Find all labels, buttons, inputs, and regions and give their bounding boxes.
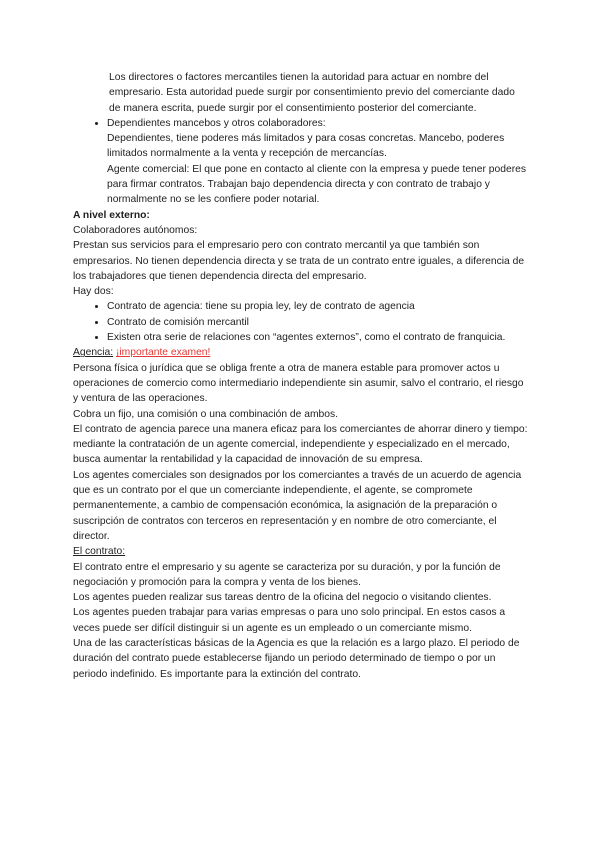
directores-paragraph: Los directores o factores mercantiles tienen la autoridad para actuar en nombre del empresario. Esta autoridad puede surgir por consentimiento previo del comerciante dado de manera escrita, puede surgir por el consentimiento posterior del comerciante. [109,72,515,114]
contrato-paragraph-3: Los agentes pueden trabajar para varias empresas o para uno solo principal. En estos casos a veces puede ser difícil distinguir si un agente es un empleado o un comerciante mismo. [73,607,506,634]
agencia-efficiency: El contrato de agencia parece una manera eficaz para los comerciantes de ahorrar dinero y tiempo: mediante la contratación de un agente comercial, independiente y especializado en el mercado, busca aumentar la rentabilidad y la capacidad de innovación de su empresa. [73,423,528,466]
important-exam-note: ¡importante examen! [115,347,211,359]
contract-types-list [73,299,529,345]
agencia-definition: Persona física o jurídica que se obliga frente a otra de manera estable para promover actos u operaciones de comercio como intermediario independiente sin asumir, salvo el contrario, el riesgo y ventura de las operaciones. [73,362,524,405]
list-item: • Contrato de agencia: tiene su propia ley, ley de contrato de agencia [107,299,529,314]
document-body [73,70,529,682]
contrato-paragraph-4: Una de las características básicas de la Agencia es que la relación es a largo plazo. El periodo de duración del contrato puede establecerse fijando un periodo determinado de tiempo o por un periodo indefinido. Es importante para la extinción del contrato. [73,637,520,680]
agencia-payment: Cobra un fijo, una comisión o una combinación de ambos. [73,408,339,420]
list-item: • Contrato de comisión mercantil [107,315,529,330]
agente-comercial-paragraph: Agente comercial: El que pone en contacto al cliente con la empresa y puede tener poderes para firmar contratos. Trabajan bajo dependencia directa y con contrato de trabajo y normalmente no se les confiere poder notarial. [107,163,527,206]
dependientes-paragraph: Dependientes, tiene poderes más limitados y para cosas concretas. Mancebo, poderes limitados normalmente a la venta y recepción de mercancías. [107,133,505,160]
hay-dos-label: Hay dos: [73,286,114,298]
dependientes-list [73,116,529,208]
contrato-paragraph-1: El contrato entre el empresario y su agente se caracteriza por su duración, y por la función de negociación y promoción para la compra y venta de los bienes. [73,561,501,588]
externo-heading: A nivel externo: [73,209,150,221]
list-item: • Existen otra serie de relaciones con “agentes externos”, como el contrato de franquicia. [107,330,529,345]
agencia-heading [73,345,529,360]
autonomos-paragraph: Prestan sus servicios para el empresario pero con contrato mercantil ya que también son empresarios. No tienen dependencia directa y se trata de un contrato entre iguales, a diferencia de los trabajadores que tienen dependencia directa del empresario. [73,240,525,282]
dependientes-item [107,116,529,208]
contrato-paragraph-2: Los agentes pueden realizar sus tareas dentro de la oficina del negocio o visitando clientes. [73,592,492,604]
dependientes-title: Dependientes mancebos y otros colaboradores: [107,117,326,129]
agencia-designation: Los agentes comerciales son designados por los comerciantes a través de un acuerdo de agencia que es un contrato por el que un comerciante independiente, el agente, se compromete permanentemente, a cambio de compensación económica, la asignación de la preparación o suscripción de contratos con terceros en representación y en nombre de otro comerciante, el director. [73,469,522,542]
autonomos-subheading: Colaboradores autónomos: [73,224,198,236]
agencia-label: Agencia: [73,347,114,359]
contrato-heading: El contrato: [73,546,126,558]
